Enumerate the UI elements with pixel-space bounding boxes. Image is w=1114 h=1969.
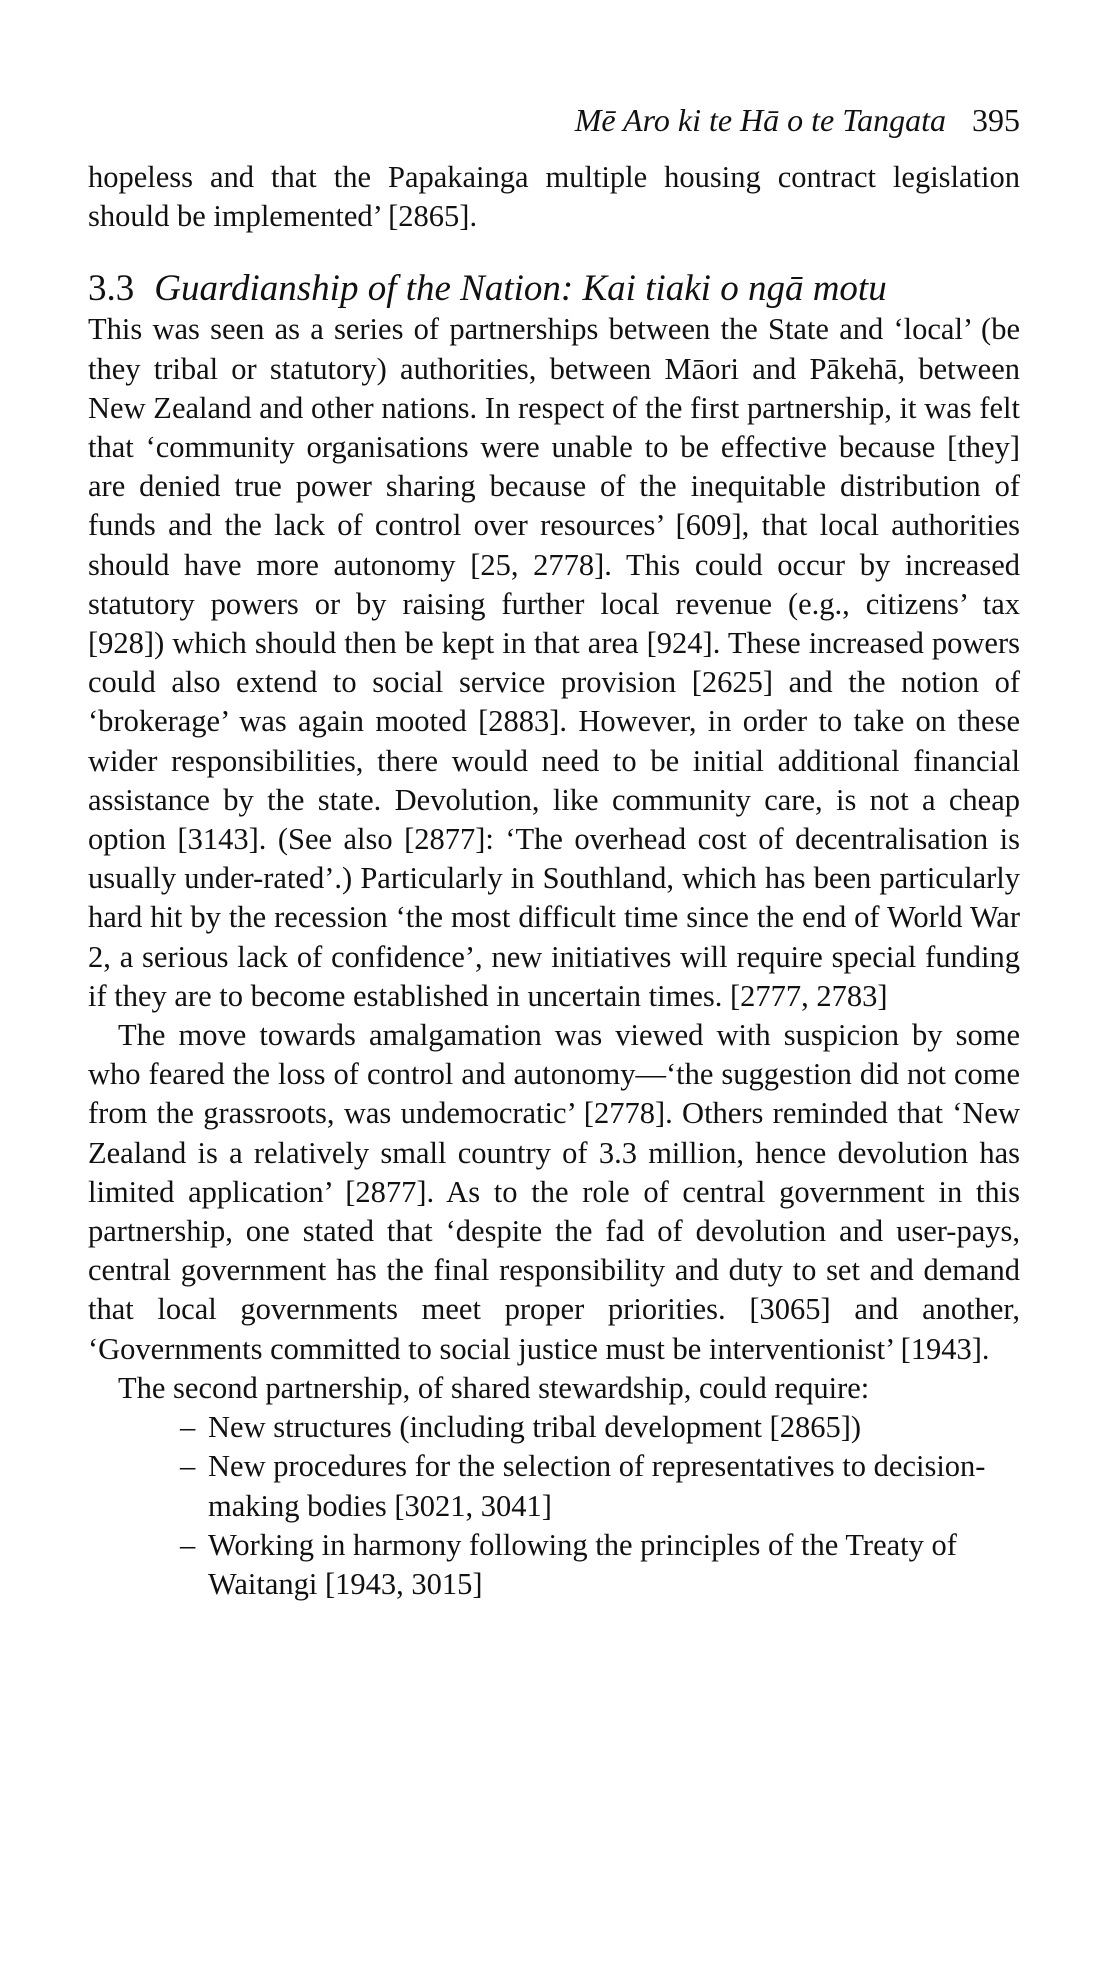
paragraph-amalgamation: The move towards amalgamation was viewed with suspicion by some who feared the loss of control and autonomy—‘the suggestion did not come from the grassroots, was undemocratic’ [2778]. Others reminded that ‘New Zealand is a relatively small country of 3.3 million, hence devolution has limited application’ [2877]. As to the role of central government in this partnership, one stated that ‘despite the fad of devolution and user-pays, central government has the final responsibility and duty to set and demand that local governments meet proper priorities. [3065] and another, ‘Governments committed to social justice must be interventionist’ [1943]. [88,1018,1020,1366]
list-dash: – [180,1527,196,1562]
list-item-text: New procedures for the selection of representatives to decision-making bodies [3021, 3041] [208,1449,986,1523]
list-item [180,1526,1020,1604]
list-dash: – [180,1410,196,1445]
list-item-text: New structures (including tribal development [2865]) [208,1410,862,1445]
list-item-text: Working in harmony following the principles of the Treaty of Waitangi [1943, 3015] [208,1527,957,1601]
section-title: Guardianship of the Nation: Kai tiaki o ngā motu [154,268,887,310]
requirements-list [88,1408,1020,1604]
list-item [180,1408,1020,1447]
book-page [88,100,1020,1604]
section-heading [88,268,1020,310]
list-item [180,1447,1020,1525]
list-dash: – [180,1449,196,1484]
running-head [88,100,1020,140]
running-title: Mē Aro ki te Hā o te Tangata [574,102,946,138]
section-number: 3.3 [88,268,135,310]
intro-paragraph: hopeless and that the Papakainga multiple housing contract legislation should be implemented’ [2865]. [88,160,1020,234]
page-number: 395 [972,102,1020,138]
paragraph-guardianship: This was seen as a series of partnerships between the State and ‘local’ (be they tribal or statutory) authorities, between Māori and Pākehā, between New Zealand and other nations. In respect of the first partnership, it was felt that ‘community organisations were unable to be effective because [they] are denied true power sharing because of the inequitable distribution of funds and the lack of control over resources’ [609], that local authorities should have more autonomy [25, 2778]. This could occur by increased statutory powers or by raising further local revenue (e.g., citizens’ tax [928]) which should then be kept in that area [924]. These increased powers could also extend to social service provision [2625] and the notion of ‘brokerage’ was again mooted [2883]. However, in order to take on these wider responsibilities, there would need to be initial additional financial assistance by the state. Devolution, like community care, is not a cheap option [3143]. (See also [2877]: ‘The overhead cost of decentralisation is usually under-rated’.) Particularly in Southland, which has been particularly hard hit by the recession ‘the most difficult time since the end of World War 2, a serious lack of confidence’, new initiatives will require special funding if they are to become established in uncertain times. [2777, 2783] [88,312,1020,1013]
paragraph-second-partnership: The second partnership, of shared stewardship, could require: [118,1370,870,1405]
